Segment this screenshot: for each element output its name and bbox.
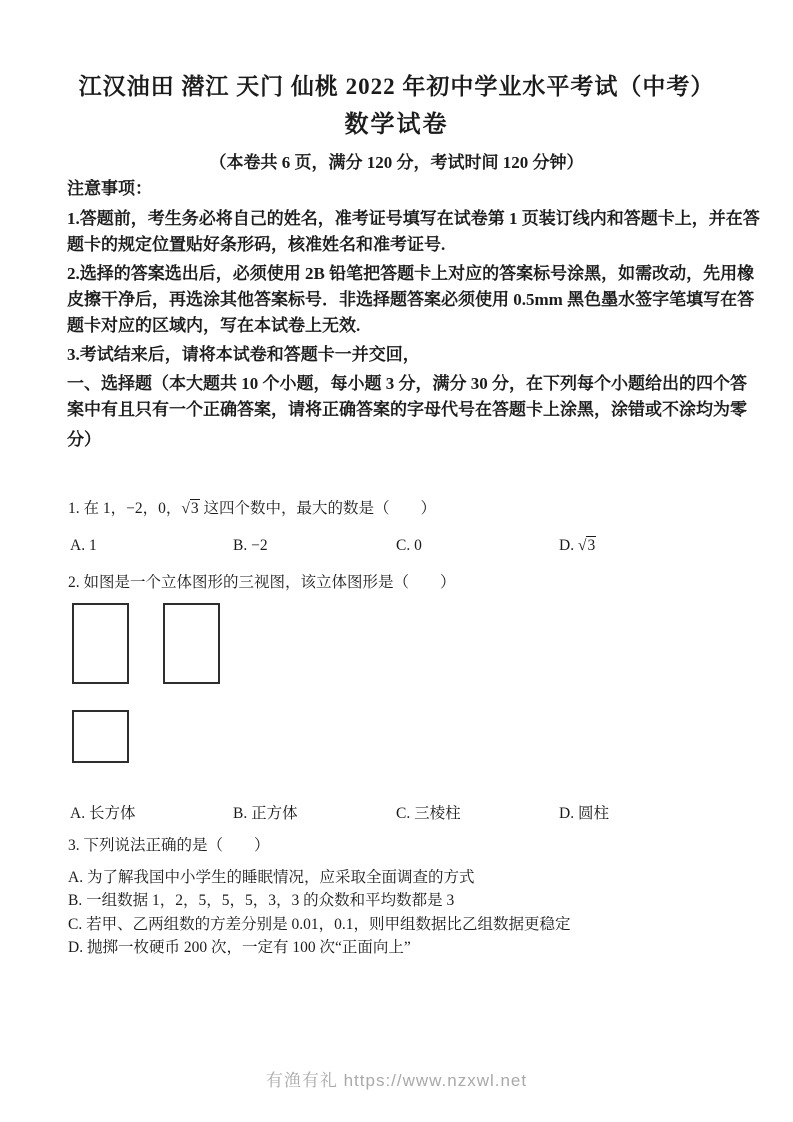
question-3-options	[68, 866, 768, 959]
notices-heading: 注意事项：	[67, 179, 152, 198]
front-view-rect	[72, 603, 129, 684]
q1-option-b: B. −2	[233, 537, 268, 554]
top-view-rect	[72, 710, 129, 763]
exam-title-line1: 江汉油田 潜江 天门 仙桃 2022 年初中学业水平考试（中考）	[78, 74, 715, 99]
radical-sign: √	[181, 500, 190, 517]
sqrt-3-expression	[578, 537, 596, 555]
notice-item-1-line-2: 题卡的规定位置贴好条形码，核准姓名和准考证号.	[67, 235, 446, 254]
q2-option-b: B. 正方体	[233, 805, 298, 822]
question-2-options	[70, 801, 770, 823]
question-1-prefix: 1. 在 1，−2，0，	[68, 500, 182, 517]
question-1-text	[68, 496, 436, 518]
footer-watermark	[0, 1066, 793, 1091]
notice-item-2-line-3: 题卡对应的区域内，写在本试卷上无效.	[67, 316, 361, 335]
q1-option-a: A. 1	[70, 537, 97, 554]
radicand: 3	[587, 537, 596, 554]
notice-item-2-line-2: 皮擦干净后，再选涂其他答案标号．非选择题答案必须使用 0.5mm 黑色墨水签字笔填写在答	[67, 290, 755, 309]
question-1-suffix: 这四个数中，最大的数是（ ）	[199, 500, 437, 517]
radicand: 3	[190, 500, 199, 517]
q3-option-d: D. 抛掷一枚硬币 200 次，一定有 100 次“正面向上”	[68, 938, 411, 956]
q3-option-a: A. 为了解我国中小学生的睡眠情况，应采取全面调查的方式	[68, 869, 475, 886]
q1-option-c: C. 0	[396, 537, 422, 554]
notice-item-3: 3.考试结来后，请将本试卷和答题卡一并交回，	[67, 345, 420, 364]
q1-option-d	[559, 537, 722, 555]
notice-item-1-line-1: 1.答题前，考生务必将自己的姓名，准考证号填写在试卷第 1 页装订线内和答题卡上，并在答	[67, 209, 760, 228]
q2-option-d: D. 圆柱	[559, 805, 609, 822]
exam-meta-line: （本卷共 6 页，满分 120 分，考试时间 120 分钟）	[209, 153, 584, 172]
notice-item-2-line-1: 2.选择的答案选出后，必须使用 2B 铅笔把答题卡上对应的答案标号涂黑，如需改动，先用橡	[67, 264, 755, 283]
question-3-text: 3. 下列说法正确的是（ ）	[68, 837, 270, 854]
notice-section	[67, 176, 760, 453]
section-1-header-line-3: 分）	[67, 430, 101, 449]
question-1-options	[70, 537, 770, 555]
sqrt-3-expression	[181, 500, 199, 518]
section-1-header-line-2: 案中有且只有一个正确答案，请将正确答案的字母代号在答题卡上涂黑，涂错或不涂均为零	[67, 400, 747, 419]
question-2-text: 2. 如图是一个立体图形的三视图，该立体图形是（ ）	[68, 574, 456, 591]
q3-option-b: B. 一组数据 1，2，5，5，5，3，3 的众数和平均数都是 3	[68, 892, 455, 910]
radical-sign: √	[577, 537, 587, 554]
section-1-header-line-1: 一、选择题（本大题共 10 个小题，每小题 3 分，满分 30 分，在下列每个小题给出的四个答	[67, 374, 747, 393]
q1-option-d-letter: D.	[559, 537, 578, 554]
q3-option-c: C. 若甲、乙两组数的方差分别是 0.01，0.1，则甲组数据比乙组数据更稳定	[68, 915, 571, 933]
q2-option-a: A. 长方体	[70, 805, 136, 822]
footer-site-link[interactable]: 有渔有礼 https://www.nzxwl.net	[265, 1071, 528, 1090]
exam-title-line2: 数学试卷	[344, 112, 449, 138]
side-view-rect	[163, 603, 220, 684]
q2-option-c: C. 三棱柱	[396, 805, 461, 822]
